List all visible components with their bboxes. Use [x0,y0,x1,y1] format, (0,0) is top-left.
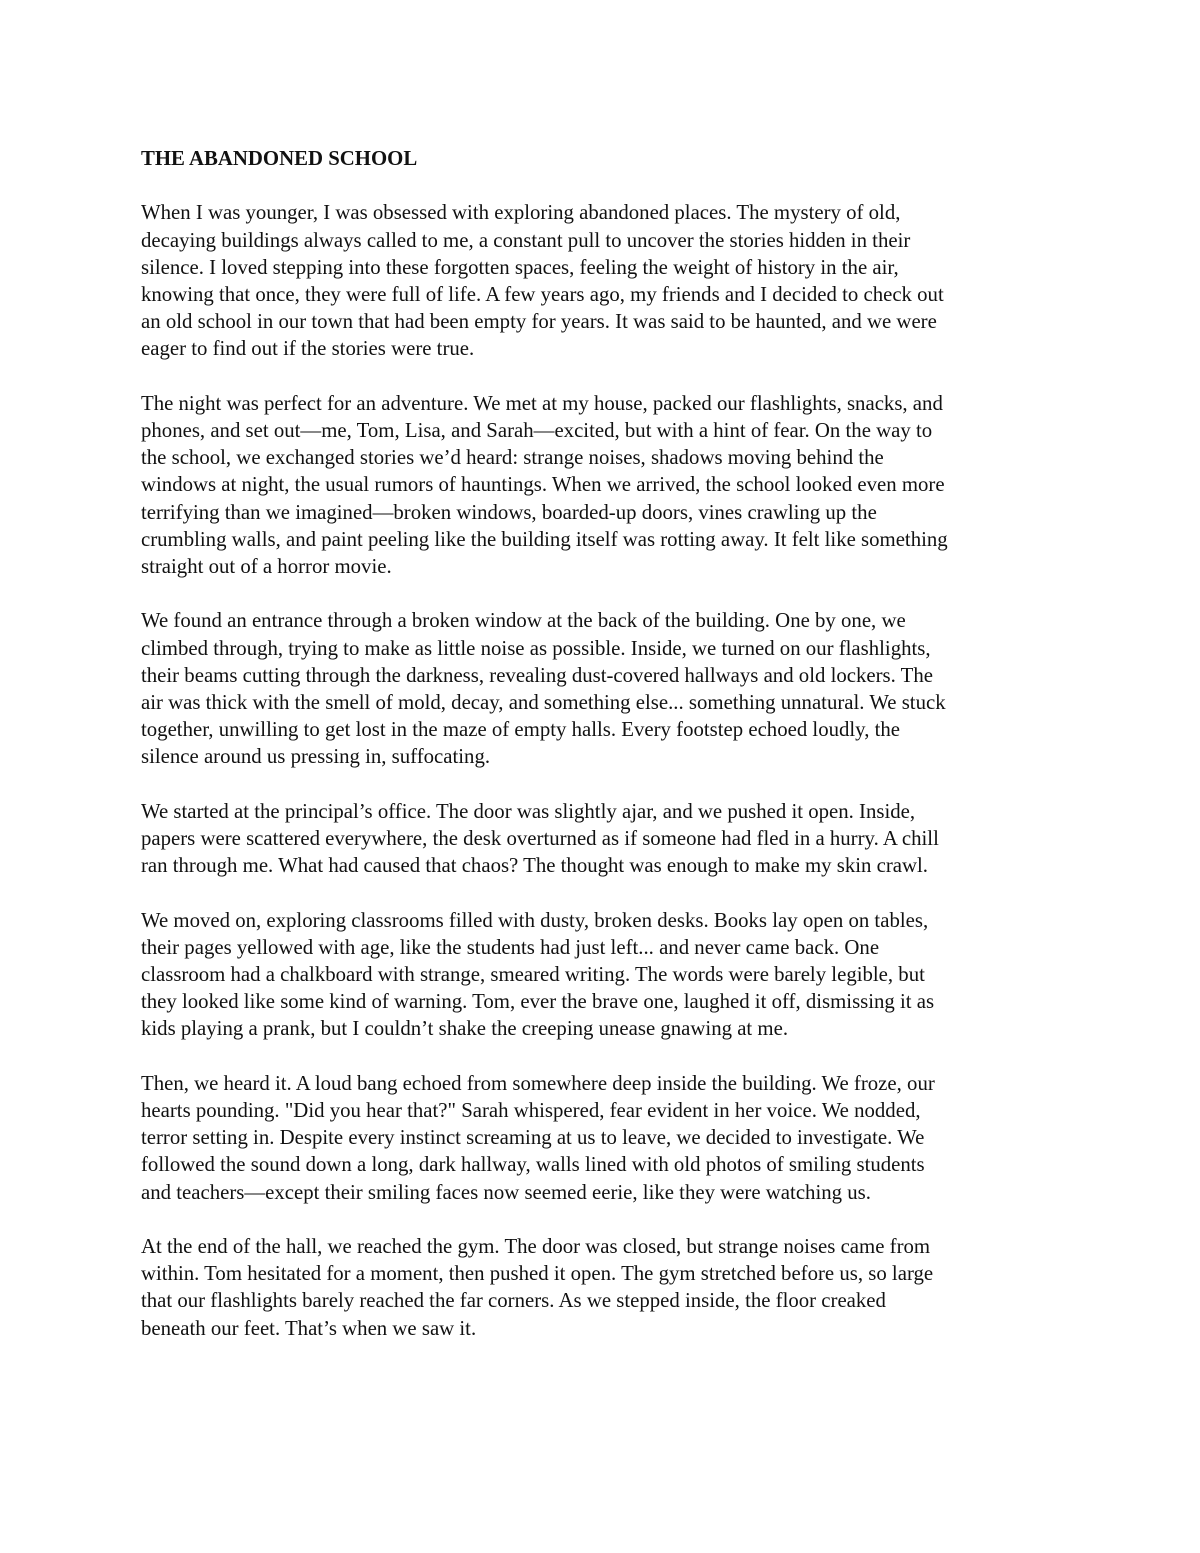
paragraph-line: kids playing a prank, but I couldn’t shake the creeping unease gnawing at me. [141,1017,789,1041]
paragraph-line: phones, and set out—me, Tom, Lisa, and Sarah—excited, but with a hint of fear. On the way to [141,419,933,442]
paragraph-container [141,199,1071,1341]
paragraph [141,607,1071,770]
paragraph-line: their pages yellowed with age, like the students had just left... and never came back. One [141,935,880,959]
paragraph-line: silence. I loved stepping into these forgotten spaces, feeling the weight of history in the air, [141,255,899,279]
paragraph-line: straight out of a horror movie. [141,555,392,579]
paragraph-line: crumbling walls, and paint peeling like the building itself was rotting away. It felt like something [141,527,948,551]
paragraph-line: and teachers—except their smiling faces now seemed eerie, like they were watching us. [141,1180,871,1204]
paragraph-line: their beams cutting through the darkness, revealing dust-covered hallways and old lockers. The [141,663,933,687]
paragraph-line: We started at the principal’s office. The door was slightly ajar, and we pushed it open. Inside, [141,799,916,823]
paragraph-line: We found an entrance through a broken window at the back of the building. One by one, we [141,609,906,633]
paragraph-line: silence around us pressing in, suffocating. [141,745,491,769]
paragraph-line: decaying buildings always called to me, a constant pull to uncover the stories hidden in their [141,228,911,252]
document-body [141,145,1071,1369]
paragraph-line: When I was younger, I was obsessed with exploring abandoned places. The mystery of old, [141,201,901,225]
paragraph [141,199,1071,362]
paragraph-line: that our flashlights barely reached the far corners. As we stepped inside, the floor creaked [141,1289,886,1313]
paragraph [141,798,1071,880]
paragraph-line: eager to find out if the stories were true. [141,337,475,361]
paragraph-line: they looked like some kind of warning. Tom, ever the brave one, laughed it off, dismissing it as [141,990,935,1014]
paragraph-line: knowing that once, they were full of life. A few years ago, my friends and I decided to check out [141,283,944,306]
paragraph-line: The night was perfect for an adventure. We met at my house, packed our flashlights, snacks, and [141,391,943,415]
paragraph-line: At the end of the hall, we reached the gym. The door was closed, but strange noises came from [141,1235,931,1259]
paragraph-line: ran through me. What had caused that chaos? The thought was enough to make my skin crawl. [141,854,928,878]
paragraph [141,390,1071,580]
paragraph-line: beneath our feet. That’s when we saw it. [141,1316,477,1340]
paragraph-line: hearts pounding. "Did you hear that?" Sarah whispered, fear evident in her voice. We nodded, [141,1099,921,1123]
paragraph [141,1070,1071,1206]
paragraph-line: terrifying than we imagined—broken windows, boarded-up doors, vines crawling up the [141,500,877,524]
paragraph [141,907,1071,1043]
paragraph-line: an old school in our town that had been empty for years. It was said to be haunted, and we were [141,310,937,334]
paragraph-line: the school, we exchanged stories we’d heard: strange noises, shadows moving behind the [141,446,884,470]
document-title: THE ABANDONED SCHOOL [141,147,418,170]
paragraph-line: papers were scattered everywhere, the desk overturned as if someone had fled in a hurry. A chill [141,827,939,851]
paragraph-line: windows at night, the usual rumors of hauntings. When we arrived, the school looked even more [141,473,945,497]
paragraph-line: air was thick with the smell of mold, decay, and something else... something unnatural. We stuck [141,691,946,715]
paragraph-line: Then, we heard it. A loud bang echoed from somewhere deep inside the building. We froze, our [141,1071,935,1095]
paragraph-line: classroom had a chalkboard with strange, smeared writing. The words were barely legible, but [141,963,925,987]
paragraph-line: We moved on, exploring classrooms filled with dusty, broken desks. Books lay open on tables, [141,908,929,932]
paragraph-line: terror setting in. Despite every instinct screaming at us to leave, we decided to investigate. We [141,1126,925,1150]
paragraph-line: together, unwilling to get lost in the maze of empty halls. Every footstep echoed loudly, the [141,718,901,742]
paragraph-line: within. Tom hesitated for a moment, then pushed it open. The gym stretched before us, so large [141,1262,934,1286]
paragraph-line: followed the sound down a long, dark hallway, walls lined with old photos of smiling students [141,1153,925,1177]
paragraph-line: climbed through, trying to make as little noise as possible. Inside, we turned on our flashlights, [141,636,931,660]
paragraph [141,1233,1071,1342]
